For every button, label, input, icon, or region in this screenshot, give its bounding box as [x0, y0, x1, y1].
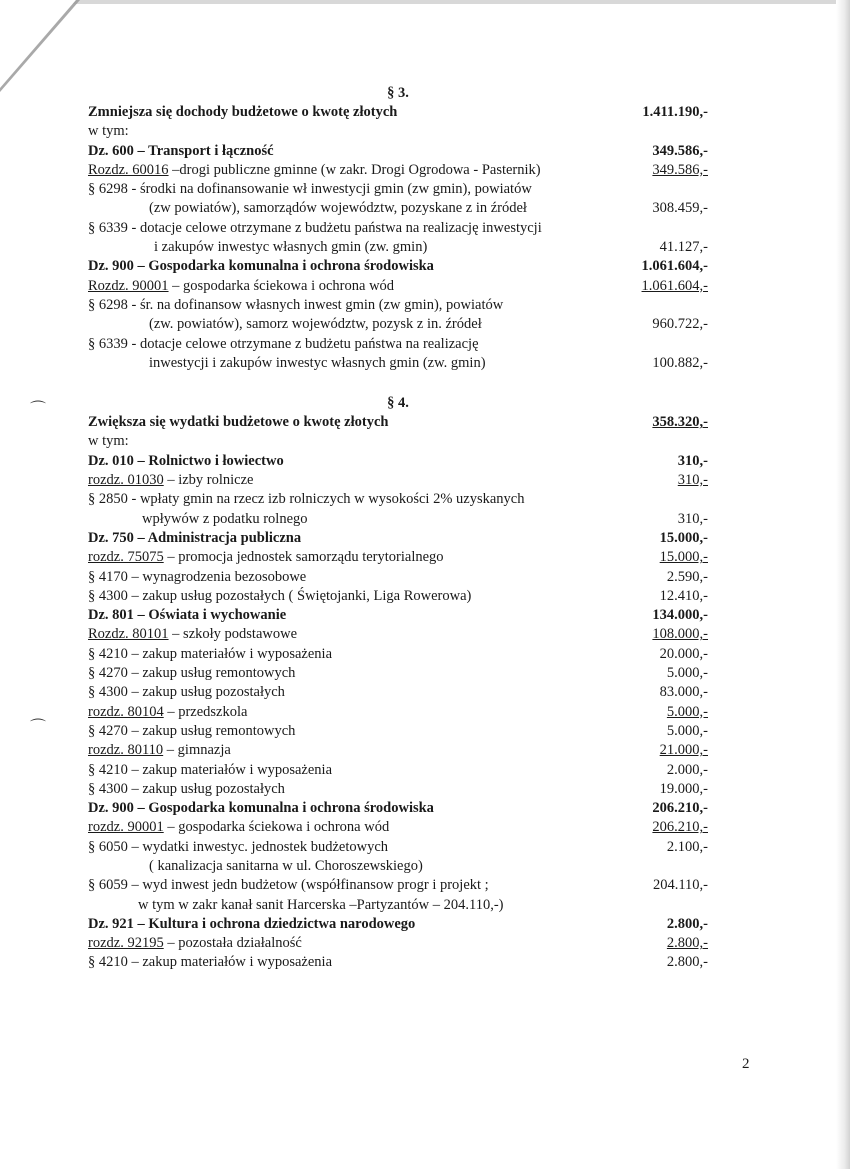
line-amount: 310,-	[677, 452, 708, 469]
budget-line	[88, 587, 708, 606]
punch-hole-mark: ⌒	[30, 401, 47, 418]
line-label: § 4170 – wynagrodzenia bezosobowe	[88, 568, 307, 585]
budget-line	[88, 799, 708, 818]
line-amount: 15.000,-	[659, 529, 708, 546]
line-label: rozdz. 80110 – gimnazja	[88, 742, 231, 759]
line-label: § 4300 – zakup usług pozostałych	[88, 780, 285, 797]
line-amount: 2.100,-	[666, 838, 708, 855]
line-amount: 1.411.190,-	[642, 104, 708, 120]
line-label: § 4300 – zakup usług pozostałych	[88, 684, 285, 701]
line-amount: 15.000,-	[659, 549, 708, 566]
line-amount: 349.586,-	[652, 161, 708, 178]
budget-line	[88, 335, 708, 354]
line-amount: 204.110,-	[652, 877, 708, 894]
line-label: (zw powiatów), samorządów województw, pozyskane z in źródeł	[149, 200, 527, 217]
line-label: Dz. 750 – Administracja publiczna	[88, 529, 302, 546]
budget-line	[88, 142, 708, 161]
line-label: w tym:	[88, 433, 129, 450]
line-label: § 4270 – zakup usług remontowych	[88, 722, 296, 739]
budget-line	[88, 876, 708, 895]
line-label: Rozdz. 90001 – gospodarka ściekowa i ochrona wód	[88, 277, 395, 294]
line-label: Zmniejsza się dochody budżetowe o kwotę złotych	[88, 104, 398, 120]
line-label: § 6298 - środki na dofinansowanie wł inwestycji gmin (zw gmin), powiatów	[88, 181, 532, 198]
line-label: Dz. 921 – Kultura i ochrona dziedzictwa narodowego	[88, 915, 416, 932]
section-heading-3: § 3.	[387, 85, 409, 101]
line-amount: 21.000,-	[659, 742, 708, 759]
line-label: (zw. powiatów), samorz województw, pozysk z in. źródeł	[149, 316, 482, 333]
line-label: ( kanalizacja sanitarna w ul. Choroszewskiego)	[149, 857, 423, 874]
budget-line	[88, 199, 708, 218]
budget-line	[88, 122, 708, 141]
line-label: rozdz. 90001 – gospodarka ściekowa i ochrona wód	[88, 819, 390, 836]
budget-line	[88, 568, 708, 587]
line-amount: 5.000,-	[666, 665, 708, 682]
line-label: § 4210 – zakup materiałów i wyposażenia	[88, 645, 333, 662]
line-label: rozdz. 92195 – pozostała działalność	[88, 935, 302, 952]
budget-line	[88, 548, 708, 567]
line-label: § 6339 - dotacje celowe otrzymane z budżetu państwa na realizację inwestycji	[88, 219, 542, 236]
line-label: rozdz. 01030 – izby rolnicze	[88, 472, 254, 489]
budget-line	[88, 432, 708, 451]
line-amount: 2.800,-	[666, 954, 708, 971]
budget-line	[88, 219, 708, 238]
budget-line	[88, 625, 708, 644]
line-amount: 308.459,-	[652, 200, 708, 217]
line-amount: 5.000,-	[666, 703, 708, 720]
line-amount: 41.127,-	[659, 239, 708, 256]
budget-line	[88, 452, 708, 471]
line-amount: 134.000,-	[652, 607, 708, 624]
line-amount: 349.586,-	[652, 142, 708, 159]
line-label: w tym w zakr kanał sanit Harcerska –Partyzantów – 204.110,-)	[138, 896, 504, 913]
line-amount: 960.722,-	[652, 316, 708, 333]
line-amount: 2.000,-	[666, 761, 708, 778]
line-amount: 2.590,-	[666, 568, 708, 585]
document-page	[88, 84, 708, 973]
line-label: inwestycji i zakupów inwestyc własnych gmin (zw. gmin)	[149, 354, 486, 371]
line-label: Rozdz. 60016 –drogi publiczne gminne (w zakr. Drogi Ogrodowa - Pasternik)	[88, 161, 541, 178]
budget-line	[88, 896, 708, 915]
budget-line	[88, 838, 708, 857]
line-amount: 206.210,-	[652, 819, 708, 836]
line-label: § 6298 - śr. na dofinansow własnych inwest gmin (zw gmin), powiatów	[88, 296, 504, 313]
budget-line	[88, 161, 708, 180]
line-label: rozdz. 80104 – przedszkola	[88, 703, 248, 720]
line-amount: 100.882,-	[652, 354, 708, 371]
page-number: 2	[742, 1056, 750, 1072]
line-amount: 5.000,-	[666, 722, 708, 739]
section-3-body	[88, 103, 708, 373]
budget-line	[88, 606, 708, 625]
line-label: Dz. 900 – Gospodarka komunalna i ochrona środowiska	[88, 800, 434, 817]
line-label: Dz. 900 – Gospodarka komunalna i ochrona środowiska	[88, 258, 434, 275]
line-label: § 4210 – zakup materiałów i wyposażenia	[88, 954, 333, 971]
budget-line	[88, 761, 708, 780]
budget-line	[88, 510, 708, 529]
budget-line	[88, 180, 708, 199]
budget-line	[88, 664, 708, 683]
line-label: i zakupów inwestyc własnych gmin (zw. gmin)	[154, 239, 428, 256]
budget-line	[88, 857, 708, 876]
budget-line	[88, 471, 708, 490]
line-amount: 358.320,-	[652, 414, 708, 431]
line-label: § 6339 - dotacje celowe otrzymane z budżetu państwa na realizację	[88, 335, 479, 352]
budget-line	[88, 818, 708, 837]
line-label: rozdz. 75075 – promocja jednostek samorządu terytorialnego	[88, 549, 444, 566]
folded-corner-inner	[0, 0, 76, 88]
budget-line	[88, 934, 708, 953]
line-label: § 4210 – zakup materiałów i wyposażenia	[88, 761, 333, 778]
budget-line	[88, 277, 708, 296]
budget-line	[88, 703, 708, 722]
scan-edge-right	[836, 0, 850, 1169]
budget-line	[88, 315, 708, 334]
line-amount: 20.000,-	[659, 645, 708, 662]
line-label: § 2850 - wpłaty gmin na rzecz izb rolniczych w wysokości 2% uzyskanych	[88, 491, 525, 508]
budget-line	[88, 741, 708, 760]
budget-line	[88, 780, 708, 799]
line-label: Dz. 801 – Oświata i wychowanie	[88, 607, 287, 624]
line-label: Rozdz. 80101 – szkoły podstawowe	[88, 626, 298, 643]
budget-line	[88, 103, 708, 122]
budget-line	[88, 238, 708, 257]
line-label: w tym:	[88, 123, 129, 140]
line-label: § 4270 – zakup usług remontowych	[88, 665, 296, 682]
line-amount: 108.000,-	[652, 626, 708, 643]
section-4-body	[88, 413, 708, 973]
line-amount: 1.061.604,-	[641, 277, 708, 294]
line-amount: 19.000,-	[659, 780, 708, 797]
line-amount: 310,-	[677, 510, 708, 527]
line-amount: 310,-	[677, 472, 708, 489]
line-label: § 4300 – zakup usług pozostałych ( Świętojanki, Liga Rowerowa)	[88, 587, 472, 604]
line-amount: 2.800,-	[666, 915, 708, 932]
scan-edge-top	[0, 0, 850, 4]
punch-hole-mark: ⌒	[30, 719, 47, 736]
line-label: Dz. 010 – Rolnictwo i łowiectwo	[88, 452, 284, 469]
line-label: § 6059 – wyd inwest jedn budżetow (współfinansow progr i projekt ;	[88, 877, 489, 894]
budget-line	[88, 354, 708, 373]
budget-line	[88, 915, 708, 934]
line-amount: 206.210,-	[652, 800, 708, 817]
line-label: § 6050 – wydatki inwestyc. jednostek budżetowych	[88, 838, 389, 855]
budget-line	[88, 645, 708, 664]
line-amount: 12.410,-	[659, 587, 708, 604]
budget-line	[88, 953, 708, 972]
line-label: wpływów z podatku rolnego	[142, 510, 308, 527]
line-label: Zwiększa się wydatki budżetowe o kwotę złotych	[88, 414, 389, 431]
budget-line	[88, 257, 708, 276]
line-label: Dz. 600 – Transport i łączność	[88, 142, 274, 159]
budget-line	[88, 490, 708, 509]
line-amount: 1.061.604,-	[641, 258, 708, 275]
line-amount: 83.000,-	[659, 684, 708, 701]
budget-line	[88, 296, 708, 315]
budget-line	[88, 529, 708, 548]
budget-line	[88, 722, 708, 741]
budget-line	[88, 413, 708, 432]
line-amount: 2.800,-	[666, 935, 708, 952]
budget-line	[88, 683, 708, 702]
section-heading-4: § 4.	[387, 395, 409, 412]
